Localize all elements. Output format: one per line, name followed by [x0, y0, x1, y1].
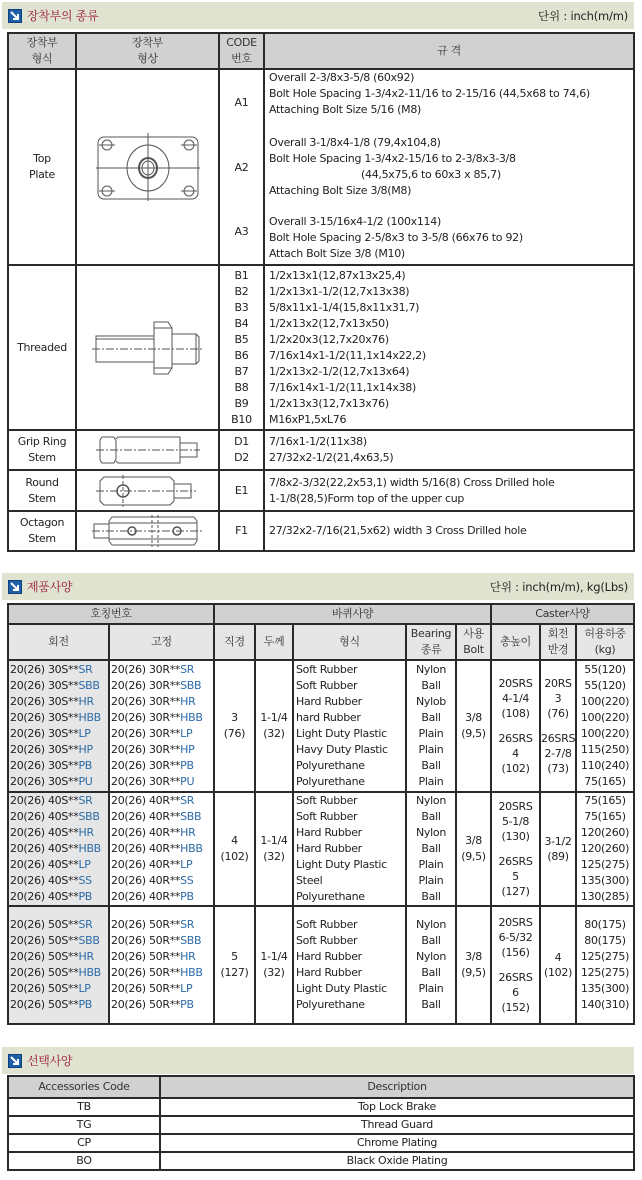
accessories-table [7, 1075, 635, 1171]
swivel-model-number: 20(26) 30S**PB [10, 759, 93, 772]
spec-group-row [8, 792, 634, 906]
header-description: Description [160, 1076, 634, 1098]
swivel-radius: 20RS 3 (76) 26SRS 2-7/8 (73) [540, 660, 576, 792]
accessory-code: TB [8, 1098, 160, 1116]
table-row [8, 470, 634, 511]
swivel-model-number: 20(26) 40S**PB [10, 890, 93, 903]
spec-cell: 27/32x2-7/16(21,5x62) width 3 Cross Drilled hole [264, 511, 634, 551]
swivel-model-cell [8, 906, 109, 1024]
rigid-model-number: 20(26) 30R**HP [111, 743, 195, 756]
swivel-model-number: 20(26) 30S**PU [10, 775, 93, 788]
section-title: 장착부의 종류 [27, 9, 99, 23]
rigid-model-number: 20(26) 30R**PU [111, 775, 195, 788]
code-a1: A1 [234, 95, 249, 109]
rigid-model-number: 20(26) 30R**LP [111, 727, 193, 740]
arrow-down-right-icon [8, 9, 22, 23]
swivel-model-number: 20(26) 30S**LP [10, 727, 91, 740]
header-load: 허용하중 (kg) [576, 624, 634, 660]
rigid-model-number: 20(26) 40R**HBB [111, 842, 203, 855]
header-accessories-code: Accessories Code [8, 1076, 160, 1098]
section-header-mount-types [2, 2, 634, 29]
swivel-model-number: 20(26) 50S**HBB [10, 966, 101, 979]
header-bearing: Bearing 종류 [406, 624, 456, 660]
code-cell: B1 B2 B3 B4 B5 B6 B7 B8 B9 B10 [219, 265, 264, 430]
overall-height: 20SRS 6-5/32 (156) 26SRS 6 (152) [491, 906, 540, 1024]
column-header-row [8, 624, 634, 660]
accessory-code: CP [8, 1134, 160, 1152]
code-a2: A2 [234, 160, 249, 174]
swivel-model-number: 20(26) 40S**SR [10, 794, 93, 807]
overall-height: 20SRS 5-1/8 (130) 26SRS 5 (127) [491, 792, 540, 906]
table-row [8, 1134, 634, 1152]
swivel-model-number: 20(26) 40S**LP [10, 858, 91, 871]
wheel-type: Soft Rubber Soft Rubber Hard Rubber Hard Rubber Light Duty Plastic Steel Polyurethane [293, 792, 406, 906]
bolt-size: 3/8 (9,5) [456, 906, 491, 1024]
swivel-model-number: 20(26) 30S**SBB [10, 679, 100, 692]
header-mount-type: 장착부 형식 [8, 33, 76, 69]
load-capacity: 75(165) 75(165) 120(260) 120(260) 125(275) 135(300) 130(285) [576, 792, 634, 906]
swivel-model-cell [8, 792, 109, 906]
rigid-model-number: 20(26) 30R**SR [111, 663, 195, 676]
rigid-model-cell [109, 906, 214, 1024]
header-rigid: 고정 [109, 624, 214, 660]
bolt-size: 3/8 (9,5) [456, 792, 491, 906]
wheel-width: 1-1/4 (32) [255, 792, 293, 906]
rigid-model-number: 20(26) 30R**HR [111, 695, 196, 708]
spec-cell: 1/2x13x1(12,87x13x25,4) 1/2x13x1-1/2(12,7x13x38) 5/8x11x1-1/4(15,8x11x31,7) 1/2x13x2(12,7x13x50) 1/2x20x3(12,7x20x76) 7/16x14x1-1/2(11,1x14x22,2) 1/2x13x2-1/2(12,7x13x64) 7/16x14x1-1/2(11,1x14x38) 1/2x13x3(12,7x13x76) M16xP1,5xL76 [264, 265, 634, 430]
wheel-width: 1-1/4 (32) [255, 906, 293, 1024]
spec-group-row [8, 660, 634, 792]
swivel-radius: 3-1/2 (89) [540, 792, 576, 906]
header-height: 총높이 [491, 624, 540, 660]
header-spec: 규 격 [264, 33, 634, 69]
header-type: 형식 [293, 624, 406, 660]
mount-type: Octagon Stem [8, 511, 76, 551]
swivel-model-number: 20(26) 50S**HR [10, 950, 94, 963]
spec-cell [264, 69, 634, 265]
wheel-diameter: 5 (127) [214, 906, 255, 1024]
rigid-model-cell [109, 792, 214, 906]
code-a3: A3 [234, 225, 249, 238]
swivel-model-number: 20(26) 40S**SS [10, 874, 92, 887]
swivel-model-number: 20(26) 50S**LP [10, 982, 91, 995]
swivel-model-number: 20(26) 50S**PB [10, 998, 93, 1011]
rigid-model-number: 20(26) 50R**SBB [111, 934, 202, 947]
rigid-model-number: 20(26) 40R**PB [111, 890, 194, 903]
bearing-type: Nylon Ball Nylob Ball Plain Plain Ball Plain [406, 660, 456, 792]
spec-group-row [8, 906, 634, 1024]
table-row [8, 430, 634, 470]
header-mount-shape: 장착부 형상 [76, 33, 219, 69]
swivel-model-cell [8, 660, 109, 792]
header-width: 두께 [255, 624, 293, 660]
rigid-model-number: 20(26) 40R**SBB [111, 810, 202, 823]
swivel-model-number: 20(26) 30S**HR [10, 695, 94, 708]
accessory-code: BO [8, 1152, 160, 1170]
header-radius: 회전 반경 [540, 624, 576, 660]
code-cell: D1 D2 [219, 430, 264, 470]
section-title: 제품사양 [27, 580, 73, 594]
accessory-code: TG [8, 1116, 160, 1134]
product-specs-table [7, 603, 635, 1025]
rigid-model-number: 20(26) 40R**SS [111, 874, 194, 887]
rigid-model-cell [109, 660, 214, 792]
header-code: CODE 번호 [219, 33, 264, 69]
top-plate-drawing [76, 69, 219, 265]
mount-type: Grip Ring Stem [8, 430, 76, 470]
grip-ring-stem-drawing [76, 430, 219, 470]
code-cell: E1 [219, 470, 264, 511]
accessory-description: Thread Guard [160, 1116, 634, 1134]
section-title: 선택사양 [27, 1054, 73, 1068]
header-bolt: 사용 Bolt [456, 624, 491, 660]
table-row [8, 1152, 634, 1170]
accessory-description: Chrome Plating [160, 1134, 634, 1152]
wheel-diameter: 3 (76) [214, 660, 255, 792]
bearing-type: Nylon Ball Nylon Ball Plain Ball [406, 906, 456, 1024]
table-row [8, 265, 634, 430]
accessory-description: Top Lock Brake [160, 1098, 634, 1116]
load-capacity: 55(120) 55(120) 100(220) 100(220) 100(220) 115(250) 110(240) 75(165) [576, 660, 634, 792]
code-cell: F1 [219, 511, 264, 551]
rigid-model-number: 20(26) 30R**SBB [111, 679, 202, 692]
header-diameter: 직경 [214, 624, 255, 660]
spec-a3: Overall 3-15/16x4-1/2 (100x114) Bolt Hole Spacing 2-5/8x3 to 3-5/8 (66x76 to 92) Attach Bolt Size 3/8 (M10) [269, 215, 523, 260]
unit-label: 단위 : inch(m/m) [538, 8, 628, 23]
rigid-model-number: 20(26) 50R**SR [111, 918, 195, 931]
rigid-model-number: 20(26) 40R**SR [111, 794, 195, 807]
spec-a2: Overall 3-1/8x4-1/8 (79,4x104,8) Bolt Hole Spacing 1-3/4x2-15/16 to 2-3/8x3-3/8 (44,5x75,6 to 60x3 x 85,7) Attaching Bolt Size 3/8(M8) [269, 136, 516, 197]
spec-a1: Overall 2-3/8x3-5/8 (60x92) Bolt Hole Spacing 1-3/4x2-11/16 to 2-15/16 (44,5x68 to 74,6) Attaching Bolt Size 5/16 (M8) [269, 71, 590, 116]
swivel-radius: 4 (102) [540, 906, 576, 1024]
overall-height: 20SRS 4-1/4 (108) 26SRS 4 (102) [491, 660, 540, 792]
wheel-type: Soft Rubber Soft Rubber Hard Rubber Hard Rubber Light Duty Plastic Polyurethane [293, 906, 406, 1024]
table-row [8, 511, 634, 551]
swivel-model-number: 20(26) 40S**HBB [10, 842, 101, 855]
arrow-down-right-icon [8, 1054, 22, 1068]
spec-cell: 7/8x2-3/32(22,2x53,1) width 5/16(8) Cross Drilled hole 1-1/8(28,5)Form top of the upper cup [264, 470, 634, 511]
round-stem-drawing [76, 470, 219, 511]
rigid-model-number: 20(26) 50R**HR [111, 950, 196, 963]
bolt-size: 3/8 (9,5) [456, 660, 491, 792]
swivel-model-number: 20(26) 50S**SR [10, 918, 93, 931]
mount-type: Round Stem [8, 470, 76, 511]
rigid-model-number: 20(26) 40R**LP [111, 858, 193, 871]
header-caster-spec: Caster사양 [491, 604, 634, 624]
mount-types-table [7, 32, 635, 552]
rigid-model-number: 20(26) 30R**HBB [111, 711, 203, 724]
header-model-number: 호칭번호 [8, 604, 214, 624]
spec-cell: 7/16x1-1/2(11x38) 27/32x2-1/2(21,4x63,5) [264, 430, 634, 470]
rigid-model-number: 20(26) 40R**HR [111, 826, 196, 839]
rigid-model-number: 20(26) 50R**LP [111, 982, 193, 995]
section-header-options [2, 1047, 634, 1074]
swivel-model-number: 20(26) 30S**HBB [10, 711, 101, 724]
table-header-row [8, 1076, 634, 1098]
swivel-model-number: 20(26) 30S**HP [10, 743, 93, 756]
arrow-down-right-icon [8, 580, 22, 594]
table-row [8, 69, 634, 265]
table-row [8, 1116, 634, 1134]
rigid-model-number: 20(26) 30R**PB [111, 759, 194, 772]
octagon-stem-drawing [76, 511, 219, 551]
group-header-row [8, 604, 634, 624]
rigid-model-number: 20(26) 50R**PB [111, 998, 194, 1011]
header-wheel-spec: 바퀴사양 [214, 604, 491, 624]
code-cell [219, 69, 264, 265]
wheel-diameter: 4 (102) [214, 792, 255, 906]
wheel-type: Soft Rubber Soft Rubber Hard Rubber hard Rubber Light Duty Plastic Havy Duty Plastic Polyurethane Polyurethane [293, 660, 406, 792]
swivel-model-number: 20(26) 40S**SBB [10, 810, 100, 823]
section-header-product-specs [2, 573, 634, 600]
swivel-model-number: 20(26) 30S**SR [10, 663, 93, 676]
mount-type: Top Plate [8, 69, 76, 265]
bearing-type: Nylon Ball Nylon Ball Plain Plain Ball [406, 792, 456, 906]
mount-type: Threaded [8, 265, 76, 430]
rigid-model-number: 20(26) 50R**HBB [111, 966, 203, 979]
accessory-description: Black Oxide Plating [160, 1152, 634, 1170]
load-capacity: 80(175) 80(175) 125(275) 125(275) 135(300) 140(310) [576, 906, 634, 1024]
wheel-width: 1-1/4 (32) [255, 660, 293, 792]
table-row [8, 1098, 634, 1116]
table-header-row [8, 33, 634, 69]
unit-label: 단위 : inch(m/m), kg(Lbs) [489, 579, 628, 594]
swivel-model-number: 20(26) 50S**SBB [10, 934, 100, 947]
threaded-stem-drawing [76, 265, 219, 430]
swivel-model-number: 20(26) 40S**HR [10, 826, 94, 839]
header-swivel: 회전 [8, 624, 109, 660]
